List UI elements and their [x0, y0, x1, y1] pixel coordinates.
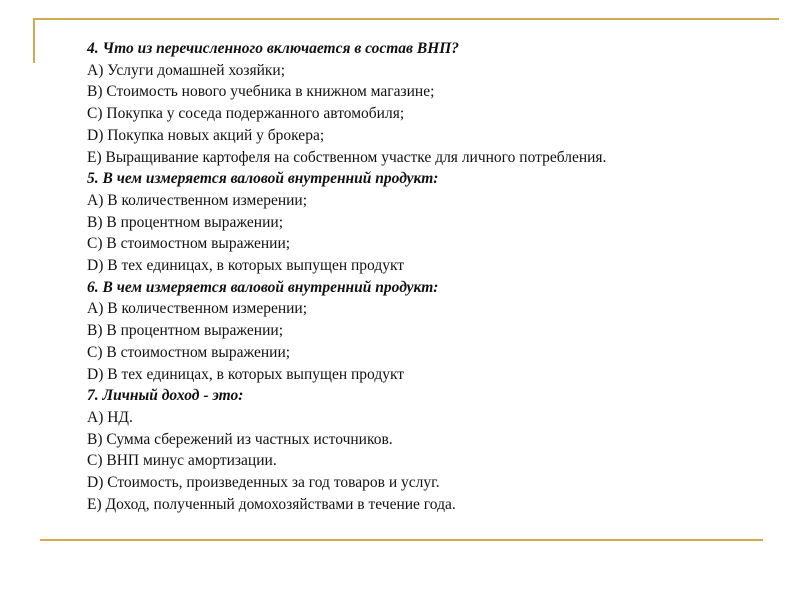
- bottom-divider: [40, 539, 763, 541]
- question-4: [87, 38, 777, 168]
- option: А) Услуги домашней хозяйки;: [87, 61, 286, 79]
- option: Е) Доход, полученный домохозяйствами в течение года.: [87, 495, 456, 513]
- option: В) Сумма сбережений из частных источников.: [87, 430, 393, 448]
- option: D) В тех единицах, в которых выпущен продукт: [87, 365, 405, 383]
- question-title: 4. Что из перечисленного включается в состав ВНП?: [87, 40, 460, 57]
- option: В) В процентном выражении;: [87, 213, 283, 231]
- option: С) В стоимостном выражении;: [87, 235, 291, 253]
- question-title: 7. Личный доход - это:: [87, 387, 244, 405]
- left-divider: [33, 18, 35, 63]
- question-6: [87, 277, 777, 386]
- question-7: [87, 385, 777, 515]
- option: А) В количественном измерении;: [87, 191, 308, 209]
- question-title: 6. В чем измеряется валовой внутренний продукт:: [87, 278, 439, 296]
- option: С) Покупка у соседа подержанного автомобиля;: [87, 105, 405, 123]
- top-divider: [33, 18, 779, 20]
- option: С) ВНП минус амортизации.: [87, 452, 277, 470]
- question-5: [87, 168, 777, 277]
- option: Е) Выращивание картофеля на собственном участке для личного потребления.: [87, 148, 607, 166]
- slide-content: [87, 38, 777, 515]
- option: А) НД.: [87, 408, 133, 426]
- option: В) В процентном выражении;: [87, 322, 283, 340]
- question-title: 5. В чем измеряется валовой внутренний продукт:: [87, 170, 439, 188]
- option: D) Покупка новых акций у брокера;: [87, 126, 325, 144]
- option: В) Стоимость нового учебника в книжном магазине;: [87, 83, 435, 101]
- option: D) В тех единицах, в которых выпущен продукт: [87, 257, 405, 275]
- option: D) Стоимость, произведенных за год товаров и услуг.: [87, 474, 440, 492]
- option: С) В стоимостном выражении;: [87, 343, 291, 361]
- option: А) В количественном измерении;: [87, 300, 308, 318]
